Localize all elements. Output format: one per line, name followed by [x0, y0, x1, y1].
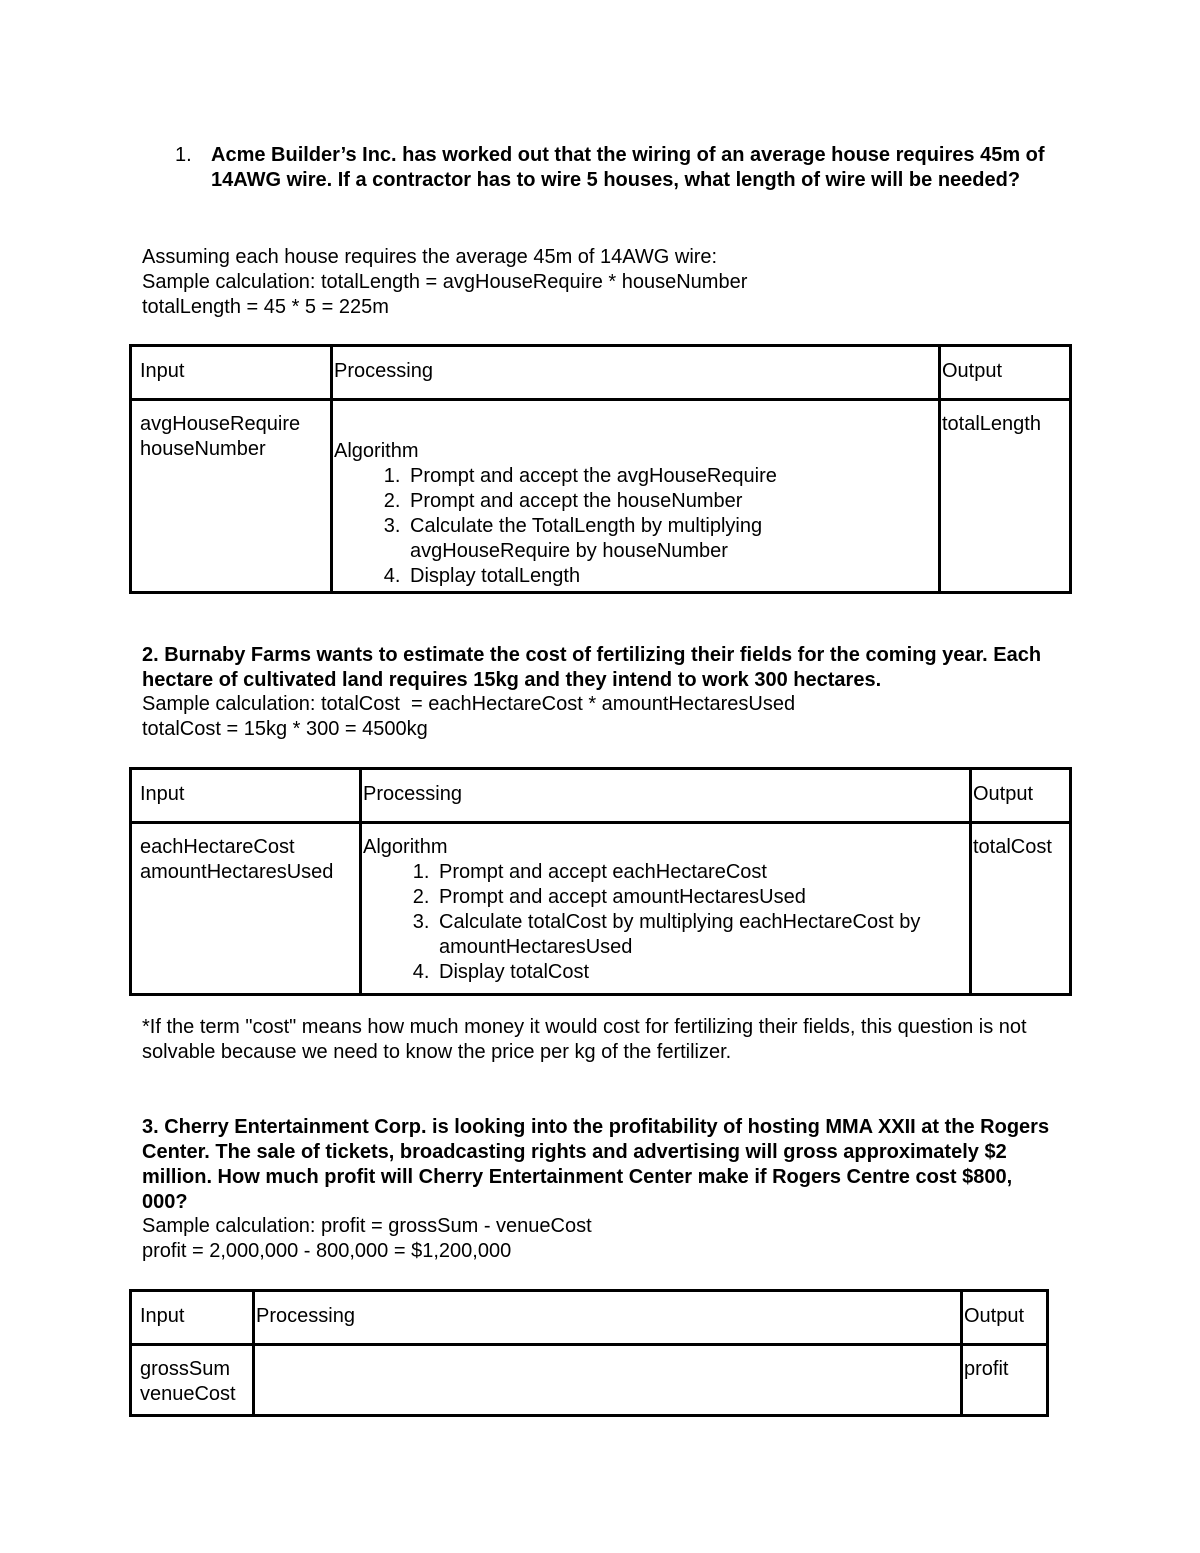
input-var: grossSum — [140, 1358, 231, 1380]
calc-line: Assuming each house requires the average 45m of 14AWG wire: — [142, 246, 718, 268]
algorithm-step: 4. Display totalCost — [435, 960, 969, 985]
header-output: Output — [940, 346, 1071, 400]
question-1-calculation — [142, 245, 747, 320]
calc-line: totalLength = 45 * 5 = 225m — [142, 296, 389, 318]
algorithm-label: Algorithm — [334, 440, 419, 462]
algorithm-step: 3. Calculate totalCost by multiplying eachHectareCost by amountHectaresUsed — [435, 910, 969, 960]
header-processing: Processing — [332, 346, 940, 400]
processing-cell — [254, 1345, 962, 1416]
table-header-row — [131, 1291, 1048, 1345]
algorithm-steps — [334, 464, 938, 589]
header-input: Input — [131, 1291, 254, 1345]
input-var: venueCost — [140, 1383, 236, 1405]
algorithm-steps — [363, 860, 969, 985]
algorithm-step: 1. Prompt and accept the avgHouseRequire — [406, 464, 938, 489]
header-input: Input — [131, 769, 361, 823]
input-cell — [131, 400, 332, 593]
calc-line: Sample calculation: totalCost = eachHectareCost * amountHectaresUsed — [142, 693, 796, 715]
input-var: amountHectaresUsed — [140, 861, 334, 883]
input-cell — [131, 1345, 254, 1416]
algorithm-step: 4. Display totalLength — [406, 564, 938, 589]
output-cell: profit — [962, 1345, 1048, 1416]
processing-cell — [361, 823, 971, 995]
question-2-note: *If the term "cost" means how much money it would cost for fertilizing their fields, this question is not solvable because we need to know the price per kg of the fertilizer. — [142, 1016, 1027, 1063]
question-2-calculation — [142, 692, 795, 742]
header-output: Output — [962, 1291, 1048, 1345]
calc-line: totalCost = 15kg * 300 = 4500kg — [142, 718, 428, 740]
calc-line: Sample calculation: profit = grossSum - venueCost — [142, 1215, 592, 1237]
processing-cell — [332, 400, 940, 593]
table-header-row — [131, 769, 1071, 823]
output-cell: totalCost — [971, 823, 1071, 995]
algorithm-label: Algorithm — [363, 836, 448, 858]
question-3-calculation — [142, 1214, 592, 1264]
header-processing: Processing — [254, 1291, 962, 1345]
input-cell — [131, 823, 361, 995]
algorithm-step: 1. Prompt and accept eachHectareCost — [435, 860, 969, 885]
question-1-title — [175, 143, 1055, 193]
algorithm-step: 3. Calculate the TotalLength by multiplying avgHouseRequire by houseNumber — [406, 514, 810, 564]
table-row — [131, 400, 1071, 593]
question-1-text: Acme Builder’s Inc. has worked out that the wiring of an average house requires 45m of 14AWG wire. If a contractor has to wire 5 houses, what length of wire will be needed? — [211, 144, 1045, 191]
input-var: avgHouseRequire — [140, 413, 301, 435]
ipo-table-2 — [129, 767, 1072, 996]
question-2-title: 2. Burnaby Farms wants to estimate the cost of fertilizing their fields for the coming year. Each hectare of cultivated land requires 15kg and they intend to work 300 hectares. — [142, 644, 1042, 691]
output-cell: totalLength — [940, 400, 1071, 593]
ipo-table-3 — [129, 1289, 1049, 1417]
algorithm-step: 2. Prompt and accept the houseNumber — [406, 489, 938, 514]
header-output: Output — [971, 769, 1071, 823]
algorithm-step: 2. Prompt and accept amountHectaresUsed — [435, 885, 969, 910]
calc-line: profit = 2,000,000 - 800,000 = $1,200,000 — [142, 1240, 512, 1262]
table-row — [131, 1345, 1048, 1416]
table-header-row — [131, 346, 1071, 400]
input-var: eachHectareCost — [140, 836, 295, 858]
header-input: Input — [131, 346, 332, 400]
input-var: houseNumber — [140, 438, 266, 460]
calc-line: Sample calculation: totalLength = avgHouseRequire * houseNumber — [142, 271, 748, 293]
ipo-table-1 — [129, 344, 1072, 594]
header-processing: Processing — [361, 769, 971, 823]
table-row — [131, 823, 1071, 995]
question-1-number: 1. — [175, 144, 192, 166]
question-3-title: 3. Cherry Entertainment Corp. is looking into the profitability of hosting MMA XXII at the Rogers Center. The sale of tickets, broadcasting rights and advertising will gross approximately $2 million. How much profit will Cherry Entertainment Center make if Rogers Centre cost $800, 000? — [142, 1116, 1050, 1213]
